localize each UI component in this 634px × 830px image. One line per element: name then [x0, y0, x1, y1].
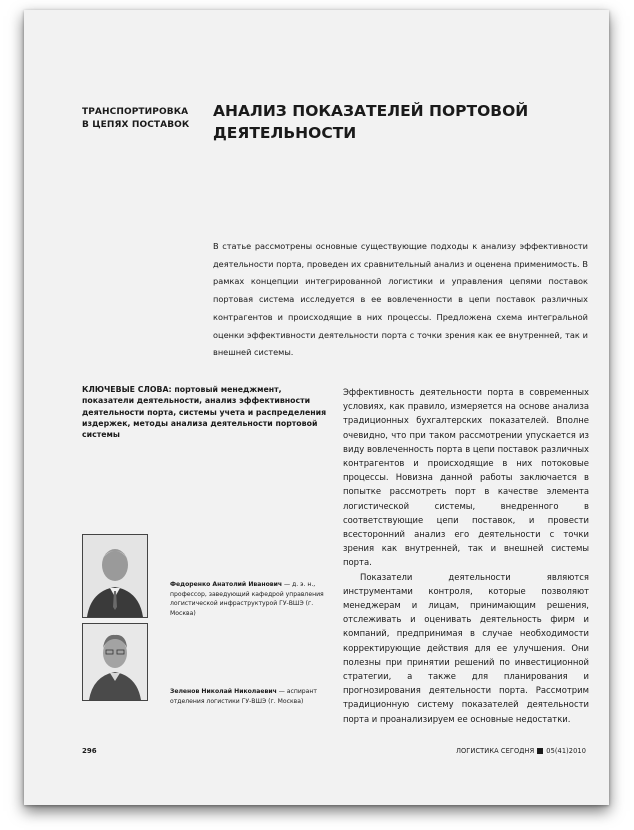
author-name: Зеленов Николай Николаевич — [170, 688, 277, 695]
author-photo-zelenov — [82, 623, 148, 701]
journal-name: ЛОГИСТИКА СЕГОДНЯ — [455, 747, 535, 755]
author-caption-1 — [170, 580, 330, 618]
author-name: Федоренко Анатолий Иванович — [170, 581, 283, 588]
journal-page — [24, 10, 609, 805]
body-paragraph: Показатели деятельности являются инструментами контроля, которые позволяют менеджерам и лицам, принимающим решения, отслеживать и оценивать деятельность фирм и компаний, предпринимая в случае необходимости корректирующие действия для ее улучшения. Они полезны при принятии решений по инвестиционной стратегии, а также для планирования и прогнозирования деятельности порта. Рассмотрим традиционную систему показателей деятельности порта и проанализируем ее основные недостатки. — [343, 571, 589, 724]
body-paragraph: Эффективность деятельности порта в современных условиях, как правило, измеряется на основе анализа традиционных бухгалтерских показателей. Вполне очевидно, что при таком рассмотрении упускается из виду вовлеченность порта в цепи поставок различных контрагентов и происходящие в них потоковые процессы. Новизна данной работы заключается в попытке рассмотреть порт в качестве элемента логистической системы, внедренного в соответствующие цепи поставок, и провести всесторонний анализ его деятельности с точки зрения как внутренней, так и внешней системы порта. — [343, 387, 589, 568]
article-title: АНАЛИЗ ПОКАЗАТЕЛЕЙ ПОРТОВОЙ ДЕЯТЕЛЬНОСТИ — [213, 102, 529, 142]
article-abstract: В статье рассмотрены основные существующие подходы к анализу эффективности деятельности порта, проведен их сравнительный анализ и оценена применимость. В рамках концепции интегрированной логистики и управления цепями поставок портовая система исследуется в ее вовлеченности в цепи поставок различных контрагентов и происходящие в них процессы. Предложена схема интегральной оценки эффективности деятельности порта с точки зрения как ее внутренней, так и внешней системы. — [213, 241, 588, 358]
square-separator-icon — [537, 748, 543, 754]
article-body — [343, 385, 589, 726]
author-photo-fedorenko — [82, 534, 148, 618]
journal-issue: 05(41)2010 — [546, 747, 586, 755]
keywords-block — [82, 384, 327, 440]
author-info: — аспирант отделения логистики ГУ-ВШЭ (г. Москва) — [170, 688, 317, 705]
keywords-label: КЛЮЧЕВЫЕ СЛОВА: — [82, 385, 172, 394]
page-number: 296 — [82, 747, 97, 755]
author-caption-2 — [170, 687, 330, 706]
author-info: — д. э. н., профессор, заведующий кафедрой управления логистической инфраструктурой ГУ-ВШЭ (г. Москва) — [170, 581, 324, 617]
section-rubric: ТРАНСПОРТИРОВКА В ЦЕПЯХ ПОСТАВОК — [82, 107, 190, 130]
keywords-text: портовый менеджмент, показатели деятельности, анализ эффективности деятельности порта, системы учета и распределения издержек, методы анализа деятельности портовой системы — [82, 385, 327, 440]
journal-footer — [456, 747, 586, 755]
